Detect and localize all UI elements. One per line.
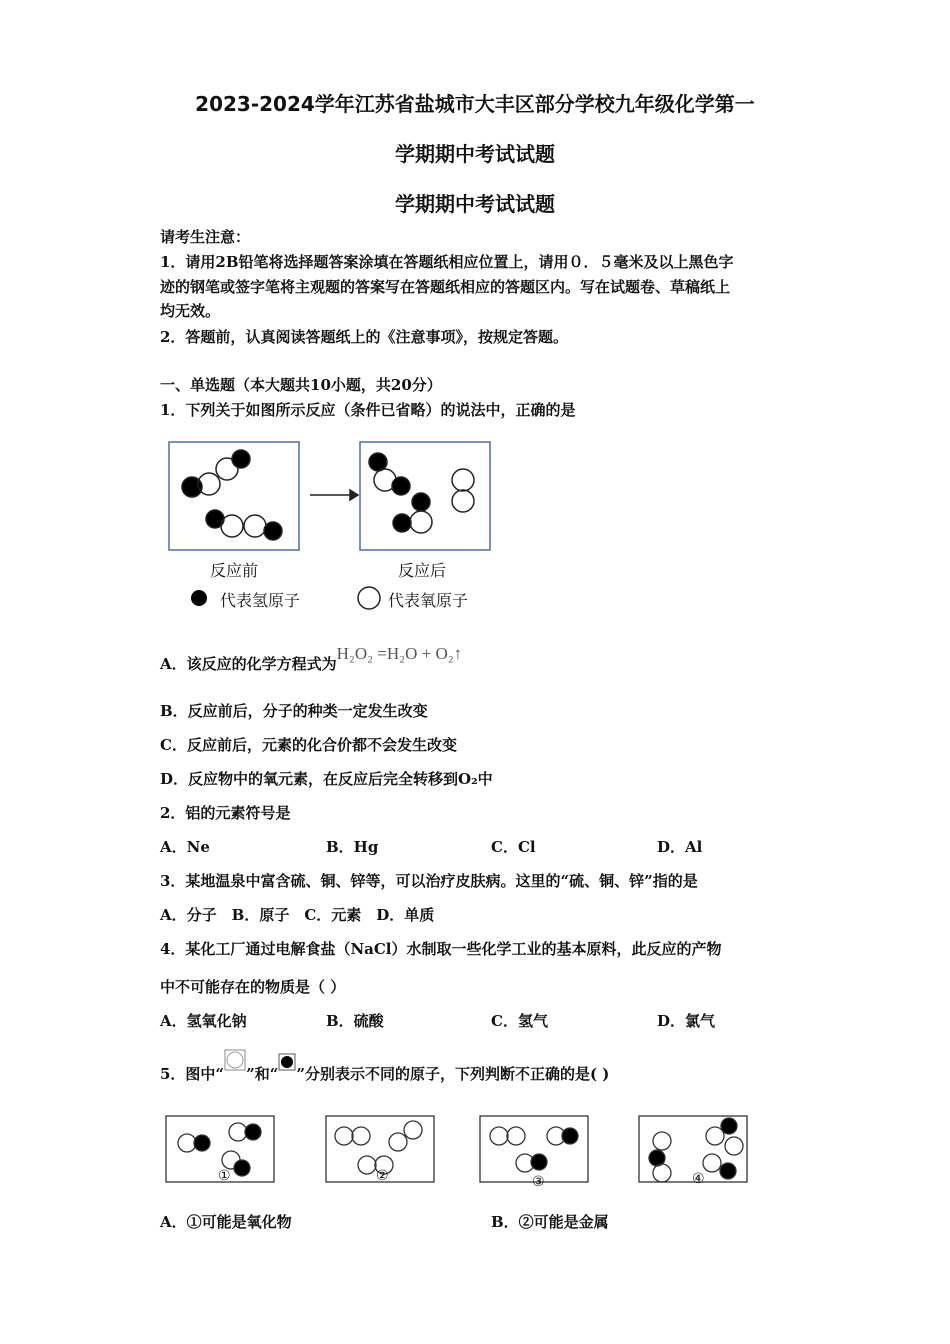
q4-option-b: B．硫酸	[326, 1012, 384, 1030]
q5-stem	[160, 1057, 609, 1084]
q5-option-b: B．②可能是金属	[491, 1213, 609, 1231]
q4-option-c: C．氢气	[491, 1012, 548, 1030]
label-before: 反应前	[210, 561, 259, 580]
notice-line: 均无效。	[160, 302, 221, 320]
q1-option-b: B．反应前后，分子的种类一定发生改变	[160, 702, 428, 720]
section-heading: 一、单选题（本大题共10小题，共20分）	[160, 376, 442, 394]
q2-option-d: D．Al	[657, 838, 703, 856]
q5-text: ”和“	[246, 1065, 279, 1083]
title-line-2: 学期期中考试试题	[395, 142, 555, 166]
q1-reaction-diagram	[165, 438, 505, 563]
q5-option-a: A．①可能是氧化物	[160, 1213, 292, 1231]
q1-option-a	[160, 644, 463, 674]
notice-heading: 请考生注意：	[160, 228, 251, 246]
white-atom-icon	[224, 1049, 246, 1071]
oxygen-legend-icon	[356, 585, 382, 611]
hydrogen-legend-icon	[188, 587, 210, 609]
q4-option-a: A．氢氧化钠	[160, 1012, 247, 1030]
notice-line: 2．答题前，认真阅读答题纸上的《注意事项》，按规定答题。	[160, 328, 568, 346]
q2-option-c: C．Cl	[491, 838, 536, 856]
legend-oxygen: 代表氧原子	[388, 591, 469, 610]
label-after: 反应后	[398, 561, 447, 580]
q1-option-c: C．反应前后，元素的化合价都不会发生改变	[160, 736, 457, 754]
title-line-3: 学期期中考试试题	[395, 192, 555, 216]
q1-stem: 1．下列关于如图所示反应（条件已省略）的说法中，正确的是	[160, 401, 576, 419]
diagram-label-4: ④	[692, 1171, 705, 1187]
q4-stem: 4．某化工厂通过电解食盐（NaCl）水制取一些化学工业的基本原料，此反应的产物	[160, 940, 722, 958]
q5-text: 5．图中“	[160, 1065, 225, 1083]
q1-option-d: D．反应物中的氧元素，在反应后完全转移到O₂中	[160, 770, 493, 788]
notice-line: 迹的钢笔或签字笔将主观题的答案写在答题纸相应的答题区内。写在试题卷、草稿纸上	[160, 278, 731, 296]
q2-stem: 2．铝的元素符号是	[160, 804, 291, 822]
q5-diagrams	[162, 1112, 762, 1202]
notice-line: 1．请用2B铅笔将选择题答案涂填在答题纸相应位置上，请用０．５毫米及以上黑色字	[160, 253, 734, 271]
q4-stem-cont: 中不可能存在的物质是（ ）	[160, 978, 346, 996]
equation: H₂O₂ =H₂O + O₂↑	[336, 644, 463, 663]
q2-option-a: A．Ne	[160, 838, 210, 856]
diagram-label-3: ③	[532, 1174, 545, 1190]
black-atom-icon	[278, 1053, 296, 1071]
option-a-text: A．该反应的化学方程式为	[160, 655, 337, 673]
title-line-1: 2023-2024学年江苏省盐城市大丰区部分学校九年级化学第一	[195, 92, 755, 116]
legend-hydrogen: 代表氢原子	[220, 591, 301, 610]
q3-stem: 3．某地温泉中富含硫、铜、锌等，可以治疗皮肤病。这里的“硫、铜、锌”指的是	[160, 872, 698, 890]
q5-text: ”分别表示不同的原子，下列判断不正确的是( )	[296, 1065, 610, 1083]
q2-option-b: B．Hg	[326, 838, 379, 856]
diagram-label-1: ①	[218, 1168, 231, 1184]
q3-options: A．分子 B．原子 C．元素 D．单质	[160, 906, 435, 924]
diagram-label-2: ②	[376, 1168, 389, 1184]
q4-option-d: D．氯气	[657, 1012, 716, 1030]
